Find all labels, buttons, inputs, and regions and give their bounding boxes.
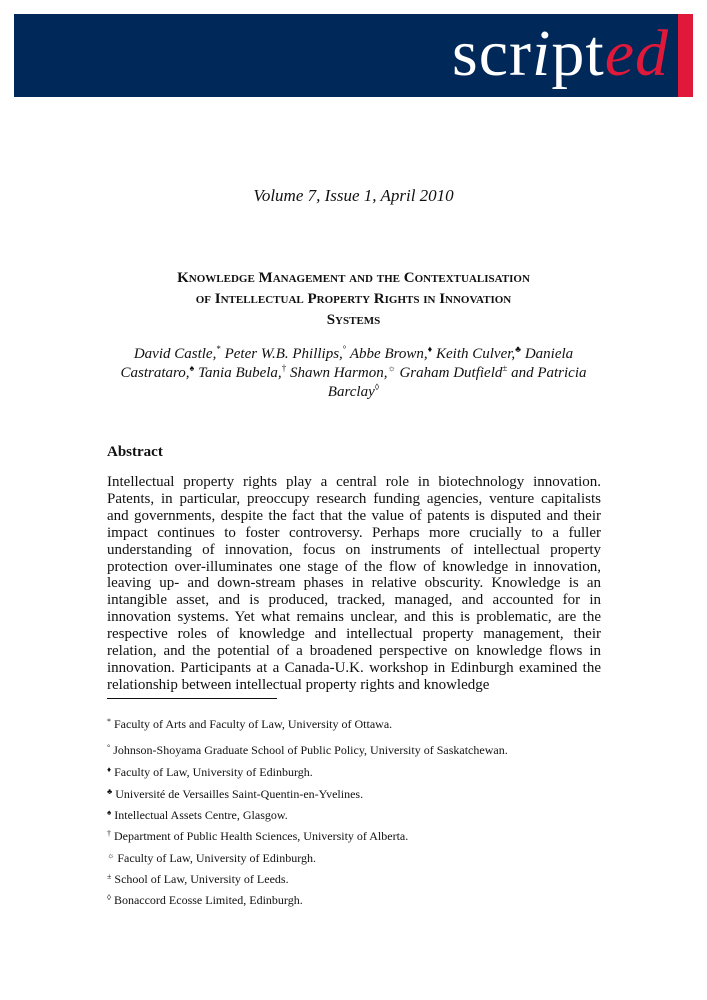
author: Daniela Castrataro,♠ bbox=[120, 346, 574, 381]
abstract-heading: Abstract bbox=[107, 444, 163, 460]
footnote: ° Johnson-Shoyama Graduate School of Public Policy, University of Saskatchewan. bbox=[107, 743, 508, 757]
footnote: † Department of Public Health Sciences, University of Alberta. bbox=[107, 829, 409, 843]
accent-bar bbox=[678, 14, 693, 97]
abstract-text: Intellectual property rights play a central role in biotechnology innovation. Patents, in particular, preoccupy research funding agencies, venture capitalists and governments, despite the fact that the value of patents is disputed and their impact continues to foster controversy. Perhaps more crucially to a fuller understanding of innovation, focus on instruments of intellectual property protection over-illuminates one stage of the flow of knowledge in innovation, leaving up- and down-stream phases in relative obscurity. Knowledge is an intangible asset, and is produced, tracked, managed, and accounted for in innovation systems. Yet what remains unclear, and this is problematic, are the respective roles of knowledge and intellectual property management, their relation, and the potential of a broadened perspective on knowledge flows in innovation. Participants at a Canada-U.K. workshop in Edinburgh examined the relationship between intellectual property rights and knowledge bbox=[107, 474, 601, 693]
author-list bbox=[107, 345, 600, 402]
footnote: ♦ Faculty of Law, University of Edinburgh. bbox=[107, 765, 313, 779]
author: Tania Bubela,† bbox=[198, 363, 287, 381]
author: David Castle,* bbox=[133, 344, 221, 362]
author: Abbe Brown,♦ bbox=[349, 344, 433, 362]
title-line: of Intellectual Property Rights in Innovation bbox=[195, 291, 512, 307]
footnote: ◊ Bonaccord Ecosse Limited, Edinburgh. bbox=[107, 893, 303, 907]
scripted-logo: scripted bbox=[452, 17, 669, 90]
journal-banner bbox=[14, 14, 693, 97]
footnote-divider bbox=[107, 698, 277, 699]
footnote: ♠ Intellectual Assets Centre, Glasgow. bbox=[107, 808, 288, 822]
footnote: * Faculty of Arts and Faculty of Law, University of Ottawa. bbox=[107, 717, 393, 731]
paper-title bbox=[107, 268, 600, 331]
title-line: Systems bbox=[326, 312, 381, 328]
author: Peter W.B. Phillips,° bbox=[224, 344, 347, 362]
title-line: Knowledge Management and the Contextualisation bbox=[177, 270, 530, 286]
author: and Patricia Barclay◊ bbox=[327, 365, 587, 400]
footnote: ± School of Law, University of Leeds. bbox=[107, 872, 289, 886]
author: Shawn Harmon,☼ bbox=[289, 363, 396, 381]
author: Keith Culver,♣ bbox=[436, 344, 522, 362]
issue-line: Volume 7, Issue 1, April 2010 bbox=[253, 186, 454, 205]
author: Graham Dutfield± bbox=[399, 363, 508, 381]
footnote: ☼ Faculty of Law, University of Edinburgh. bbox=[107, 851, 316, 865]
footnote: ♣ Université de Versailles Saint-Quentin-en-Yvelines. bbox=[107, 787, 364, 801]
